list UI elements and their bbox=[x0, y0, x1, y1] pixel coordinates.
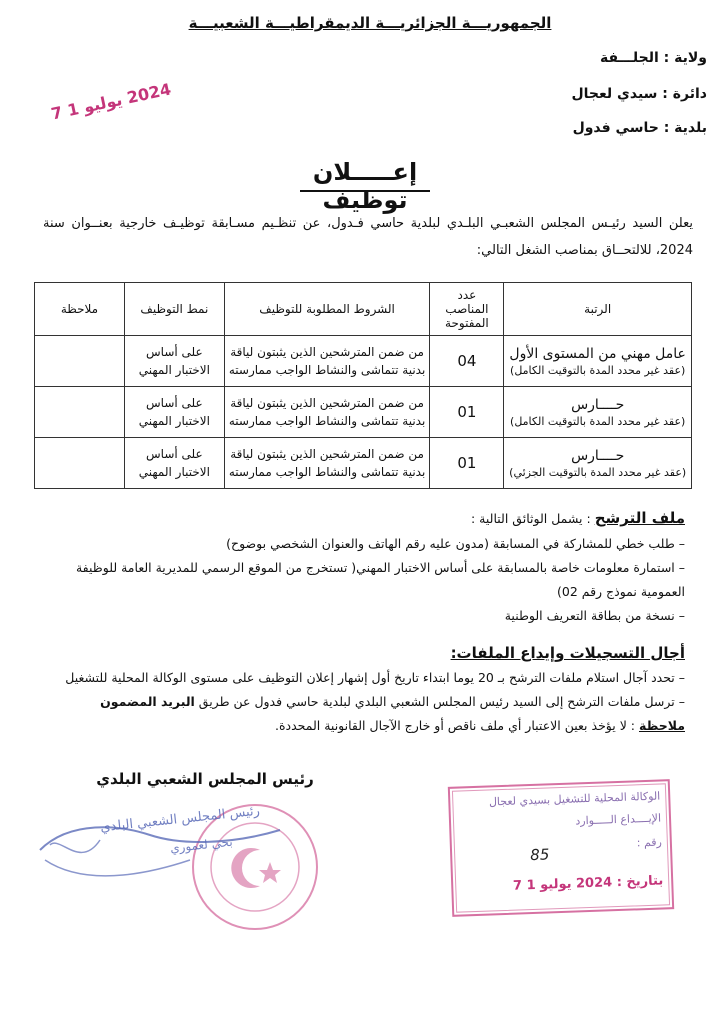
cell-count: 01 bbox=[430, 438, 504, 489]
dossier-heading-rest: : يشمل الوثائق التالية : bbox=[471, 511, 595, 526]
receipt-stamp bbox=[448, 779, 674, 917]
cell-conditions: من ضمن المترشحين الذين يثبتون لياقة بدنية تتماشى والنشاط الواجب ممارسته bbox=[224, 336, 430, 387]
dossier-section bbox=[35, 506, 685, 628]
cell-notes bbox=[35, 438, 125, 489]
receipt-incoming: الإيــــداع الـــــوارد bbox=[575, 811, 662, 828]
cell-notes bbox=[35, 387, 125, 438]
cell-count: 04 bbox=[430, 336, 504, 387]
note-line bbox=[35, 714, 685, 738]
dossier-item: – نسخة من بطاقة التعريف الوطنية bbox=[504, 608, 685, 623]
deadlines-heading: أجال التسجيلات وإيداع الملفات: bbox=[450, 644, 685, 662]
stamp-signature-text: رئيس المجلس الشعبي البلدي bbox=[99, 803, 261, 836]
rank-title: حــــارس bbox=[571, 447, 625, 464]
title-underline bbox=[300, 190, 430, 192]
stamp-name-text: بحي لعموري bbox=[169, 834, 234, 856]
header-conditions: الشروط المطلوبة للتوظيف bbox=[224, 283, 430, 336]
receipt-agency: الوكالة المحلية للتشغيل بسيدي لعجال bbox=[488, 789, 661, 809]
announcement-title: إعـــــلان توظيف bbox=[312, 158, 418, 214]
table-row bbox=[35, 387, 692, 438]
rank-contract: (عقد غير محدد المدة بالتوقيت الكامل) bbox=[510, 363, 686, 377]
handwritten-signature bbox=[30, 800, 320, 910]
table-header-row bbox=[35, 283, 692, 336]
cell-mode: على أساس الاختبار المهني bbox=[124, 387, 224, 438]
rank-title: حــــارس bbox=[571, 396, 625, 413]
cell-rank bbox=[504, 387, 692, 438]
registered-mail: البريد المضمون bbox=[100, 694, 195, 709]
republic-title: الجمهوريـــة الجزائريـــة الديمقراطيـــة الشعبيـــة bbox=[188, 14, 552, 32]
deadline-item: – تحدد آجال استلام ملفات الترشح بـ 20 يوما ابتداء تاريخ أول إشهار إعلان التوظيف على مستوى الوكالة المحلية للتشغيل bbox=[65, 670, 685, 685]
baladia-line: بلدية : حاسي فدول bbox=[572, 120, 707, 136]
cell-notes bbox=[35, 336, 125, 387]
signature-title: رئيس المجلس الشعبي البلدي bbox=[96, 770, 314, 788]
table-row bbox=[35, 336, 692, 387]
header-mode: نمط التوظيف bbox=[124, 283, 224, 336]
header-notes: ملاحظة bbox=[35, 283, 125, 336]
jobs-table bbox=[34, 282, 692, 489]
cell-rank bbox=[504, 336, 692, 387]
table-row bbox=[35, 438, 692, 489]
receipt-date: بتاريخ : 2024 يوليو 1 7 bbox=[512, 873, 664, 894]
deadline-item bbox=[35, 690, 685, 714]
dossier-heading: ملف الترشح bbox=[594, 509, 685, 527]
receipt-number: 85 bbox=[529, 845, 550, 865]
rank-title: عامل مهني من المستوى الأول bbox=[509, 345, 686, 362]
cell-rank bbox=[504, 438, 692, 489]
intro-paragraph: يعلن السيد رئيـس المجلس الشعبـي البلـدي لبلدية حاسي فـدول، عن تنظـيم مسـابقة توظيـف خارجية بعنــوان سنة 2024، للالتحــاق بمناصب الشغل التالي: bbox=[43, 216, 693, 258]
note-text: : لا يؤخذ بعين الاعتبار أي ملف ناقص أو خارج الآجال القانونية المحددة. bbox=[275, 718, 639, 733]
rank-contract: (عقد غير محدد المدة بالتوقيت الكامل) bbox=[510, 414, 686, 428]
cell-mode: على أساس الاختبار المهني bbox=[124, 438, 224, 489]
header-count: عدد المناصب المفتوحة bbox=[430, 283, 504, 336]
cell-conditions: من ضمن المترشحين الذين يثبتون لياقة بدنية تتماشى والنشاط الواجب ممارسته bbox=[224, 387, 430, 438]
receipt-number-label: رقم : bbox=[636, 835, 663, 850]
deadline-item-text: – ترسل ملفات الترشح إلى السيد رئيس المجلس الشعبي البلدي لبلدية حاسي فدول عن طريق bbox=[194, 694, 685, 709]
dossier-item: – استمارة معلومات خاصة بالمسابقة على أساس الاختبار المهني( تستخرج من الموقع الرسمي للمديرية العامة للوظيفة العمومية نموذج رقم 02) bbox=[75, 560, 685, 599]
dossier-item: – طلب خطي للمشاركة في المسابقة (مدون عليه رقم الهاتف والعنوان الشخصي بوضوح) bbox=[226, 536, 685, 551]
wilaya-line: ولاية : الجلـــفة bbox=[599, 50, 707, 66]
date-stamp: 2024 يوليو 1 7 bbox=[49, 79, 173, 124]
cell-mode: على أساس الاختبار المهني bbox=[124, 336, 224, 387]
rank-contract: (عقد غير محدد المدة بالتوقيت الجزئي) bbox=[509, 465, 687, 479]
daira-line: دائرة : سيدي لعجال bbox=[571, 86, 707, 102]
deadlines-section bbox=[35, 640, 685, 738]
cell-conditions: من ضمن المترشحين الذين يثبتون لياقة بدنية تتماشى والنشاط الواجب ممارسته bbox=[224, 438, 430, 489]
cell-count: 01 bbox=[430, 387, 504, 438]
note-label: ملاحظة bbox=[639, 718, 685, 733]
header-rank: الرتبة bbox=[504, 283, 692, 336]
